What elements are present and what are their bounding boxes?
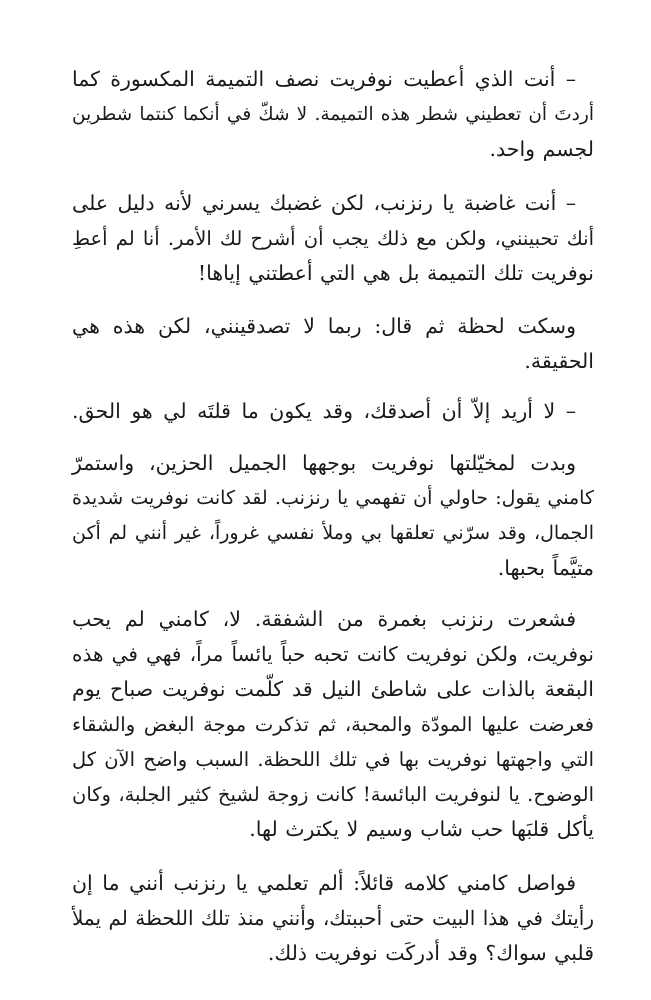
paragraph-5 <box>72 446 594 586</box>
paragraph-line: فواصل كامني كلامه قائلاً: ألم تعلمي يا رنزنب أنني ما إن <box>72 871 576 895</box>
paragraph-7 <box>72 866 594 971</box>
paragraph-line: البقعة بالذات على شاطئ النيل قد كلّمت نوفريت صباح يوم <box>72 677 594 701</box>
paragraph-4 <box>72 394 594 429</box>
paragraph-line: – أنت الذي أعطيت نوفريت نصف التميمة المكسورة كما <box>72 67 576 91</box>
paragraph-line: – أنت غاضبة يا رنزنب، لكن غضبك يسرني لأنه دليل على <box>72 191 576 215</box>
paragraph-6 <box>72 602 594 847</box>
paragraph-line: وسكت لحظة ثم قال: ربما لا تصدقينني، لكن هذه هي <box>72 314 576 338</box>
paragraph-line: التي واجهتها نوفريت بها في تلك اللحظة. السبب واضح الآن كل <box>72 748 594 771</box>
paragraph-line: نوفريت، ولكن نوفريت كانت تحبه حباً يائساً مراً، فهي في هذه <box>72 642 594 666</box>
paragraph-1 <box>72 62 594 167</box>
paragraph-line: يأكل قلبَها حب شاب وسيم لا يكترث لها. <box>249 817 594 841</box>
paragraph-line: لجسم واحد. <box>489 137 594 161</box>
paragraph-line: الجمال، وقد سرّني تعلقها بي وملأ نفسي غروراً، غير أنني لم أكن <box>72 522 594 544</box>
paragraph-line: فعرضت عليها المودّة والمحبة، ثم تذكرت موجة البغض والشقاء <box>72 713 594 736</box>
paragraph-2 <box>72 186 594 291</box>
paragraph-line: متيَّماً بحبها. <box>497 556 594 580</box>
paragraph-line: نوفريت تلك التميمة بل هي التي أعطتني إياها! <box>197 261 594 285</box>
paragraph-line: الوضوح. يا لنوفريت البائسة! كانت زوجة لشيخ كثير الجلبة، وكان <box>72 783 594 806</box>
paragraph-line: فشعرت رنزنب بغمرة من الشفقة. لا، كامني لم يحب <box>72 607 576 631</box>
paragraph-line: وبدت لمخيّلتها نوفريت بوجهها الجميل الحزين، واستمرّ <box>72 451 576 475</box>
paragraph-line: – لا أريد إلاّ أن أصدقك، وقد يكون ما قلتَه لي هو الحق. <box>72 399 576 423</box>
paragraph-line: الحقيقة. <box>524 349 594 373</box>
paragraph-line: أنك تحبينني، ولكن مع ذلك يجب أن أشرح لك الأمر. أنا لم أعطِ <box>72 227 594 250</box>
paragraph-line: قلبي سواك؟ وقد أدركَت نوفريت ذلك. <box>267 941 594 965</box>
paragraph-line: كامني يقول: حاولي أن تفهمي يا رنزنب. لقد كانت نوفريت شديدة <box>72 487 594 509</box>
paragraph-line: أردتَ أن تعطيني شطر هذه التميمة. لا شكّ في أنكما كنتما شطرين <box>72 104 594 125</box>
paragraph-line: رأيتك في هذا البيت حتى أحببتك، وأنني منذ تلك اللحظة لم يملأ <box>72 906 594 930</box>
paragraph-3 <box>72 309 594 379</box>
